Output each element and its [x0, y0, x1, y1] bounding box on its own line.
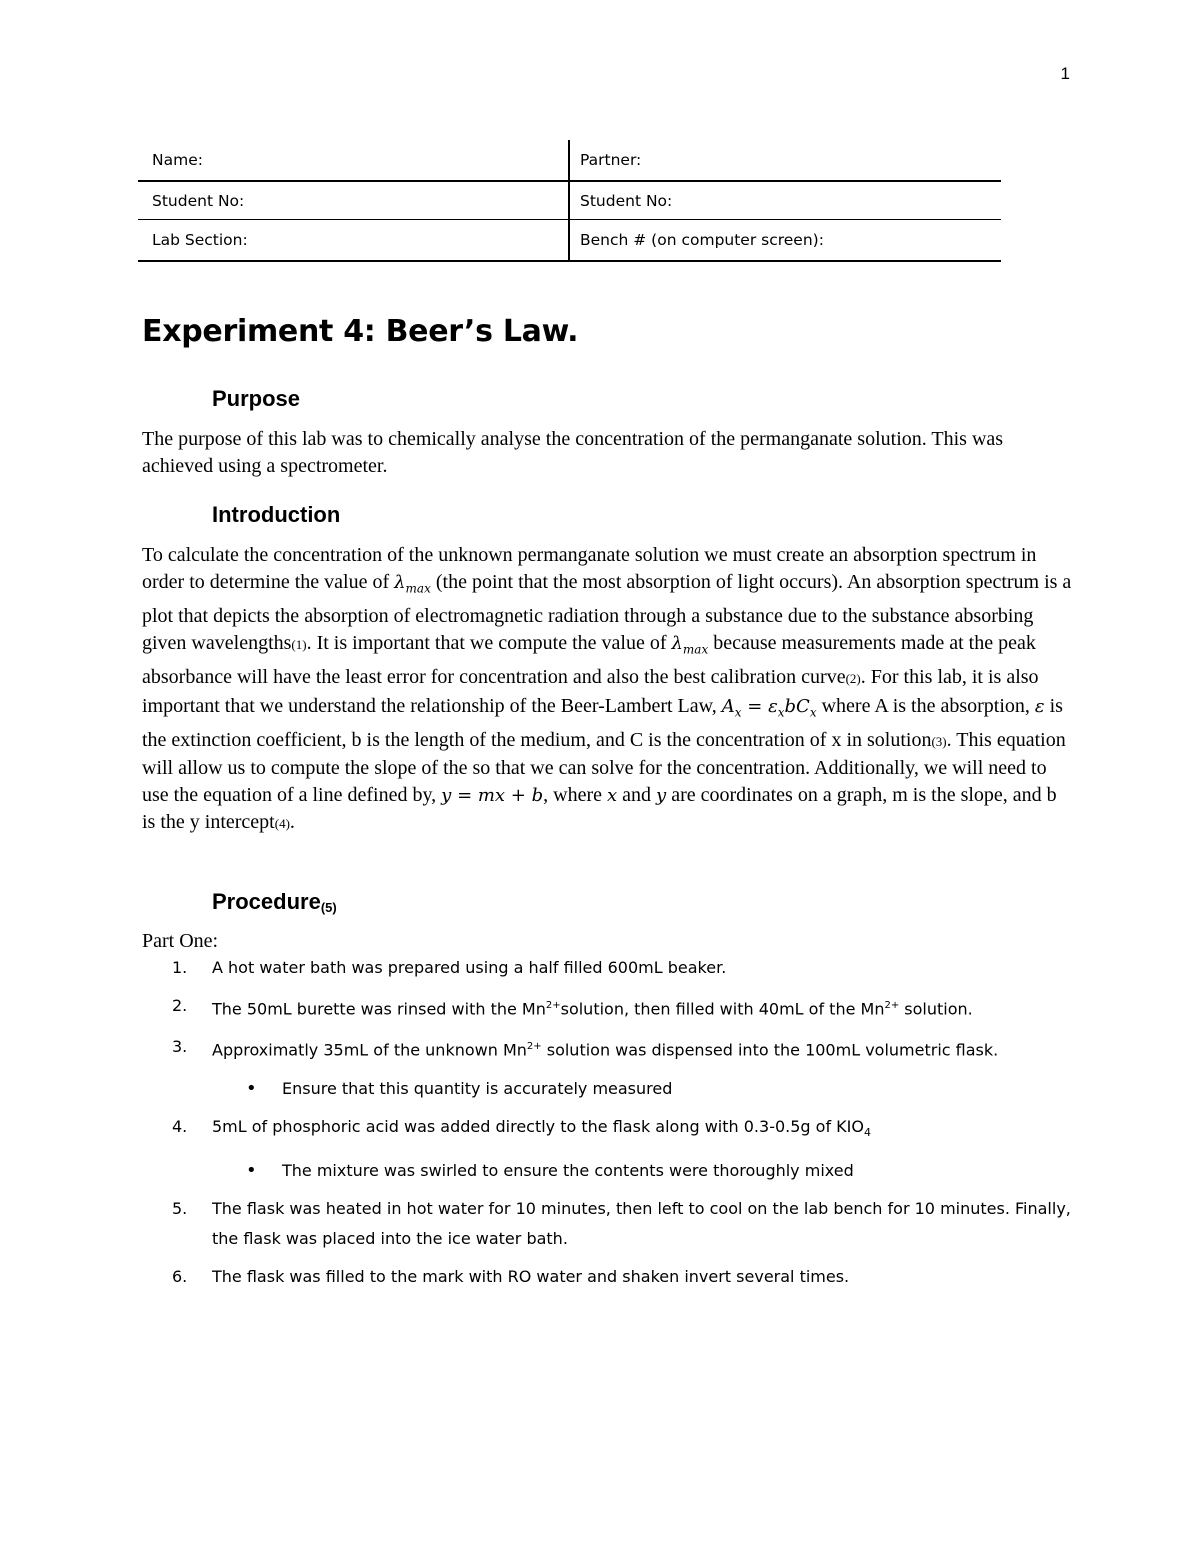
bullet-icon: •: [246, 1077, 257, 1099]
table-row: [138, 220, 1001, 262]
purpose-text: The purpose of this lab was to chemically analyse the concentration of the permanganate solution. This was achieved using a spectrometer.: [142, 428, 1004, 478]
name-cell: Name:: [138, 140, 569, 181]
student-no-cell: Student No:: [138, 181, 569, 220]
beer-lambert-equation: $A_x = \varepsilon_xbC_x$: [721, 695, 817, 720]
table-row: [138, 140, 1001, 181]
lab-section-cell: Lab Section:: [138, 220, 569, 262]
bullet-icon: •: [246, 1159, 257, 1181]
list-item: 3. Approximatly 35mL of the unknown $Mn^{2+}$ solution was dispensed into the 100mL volumetric flask.: [172, 1037, 999, 1060]
list-item: 5. The flask was heated in hot water for 10 minutes, then left to cool on the lab bench for 10 minutes. Finally, the flask was placed into the ice water bath.: [172, 1198, 1071, 1248]
line-equation: y = mx + b: [441, 785, 544, 807]
list-item: 2. The 50mL burette was rinsed with the $Mn^{2+}solution$, then filled with 40mL of the $Mn^{2+}$ solution.: [172, 996, 973, 1019]
list-item: 1. A hot water bath was prepared using a half filled 600mL beaker.: [172, 958, 727, 977]
purpose-heading: Purpose: [212, 386, 301, 411]
list-item: • Ensure that this quantity is accurately measured: [142, 1074, 1072, 1104]
page-title: Experiment 4: Beer’s Law.: [142, 314, 579, 349]
introduction-text: To calculate the concentration of the unknown permanganate solution we must create an absorption spectrum in order to determine the value of $\lambda_{max}$ (the point that the most absorption of light occurs). An absorption spectrum is a plot that depicts the absorption of electromagnetic radiation through a substance due to the substance absorbing given wavelengths(1). It is important that we compute the value of $\lambda_{max}$ because measurements made at the peak absorbance will have the least error for concentration and also the best calibration curve(2). For this lab, it is also important that we understand the relationship of the Beer-Lambert Law, $A_x = \varepsilon_xbC_x$ where A is the absorption, ε is the extinction coefficient, b is the length of the medium, and C is the concentration of x in solution(3). This equation will allow us to compute the slope of the so that we can solve for the concentration. Additionally, we will need to use the equation of a line defined by, y = mx + b, where x and y are coordinates on a graph, m is the slope, and b is the y intercept(4).: [142, 544, 1072, 834]
table-row: [138, 181, 1001, 220]
introduction-heading: Introduction: [212, 502, 341, 527]
student-info-table: [138, 140, 1001, 262]
list-item: 6. The flask was filled to the mark with RO water and shaken invert several times.: [172, 1266, 850, 1286]
procedure-steps-list: [142, 953, 1072, 1300]
partner-student-no-cell: Student No:: [569, 181, 1001, 220]
bench-cell: Bench # (on computer screen):: [569, 220, 1001, 262]
list-item: • The mixture was swirled to ensure the contents were thoroughly mixed: [142, 1156, 1072, 1186]
procedure-heading: Procedure$_{(5)}$: [212, 889, 337, 915]
page-number: 1: [1060, 64, 1070, 83]
lambda-max-math: $\lambda_{max}$: [671, 633, 709, 658]
list-item: 4. 5mL of phosphoric acid was added directly to the flask along with 0.3-0.5g of $KIO_4$: [172, 1116, 871, 1139]
lambda-max-math: $\lambda_{max}$: [394, 572, 431, 596]
part-one-label: Part One:: [142, 930, 219, 952]
partner-cell: Partner:: [569, 140, 1001, 181]
